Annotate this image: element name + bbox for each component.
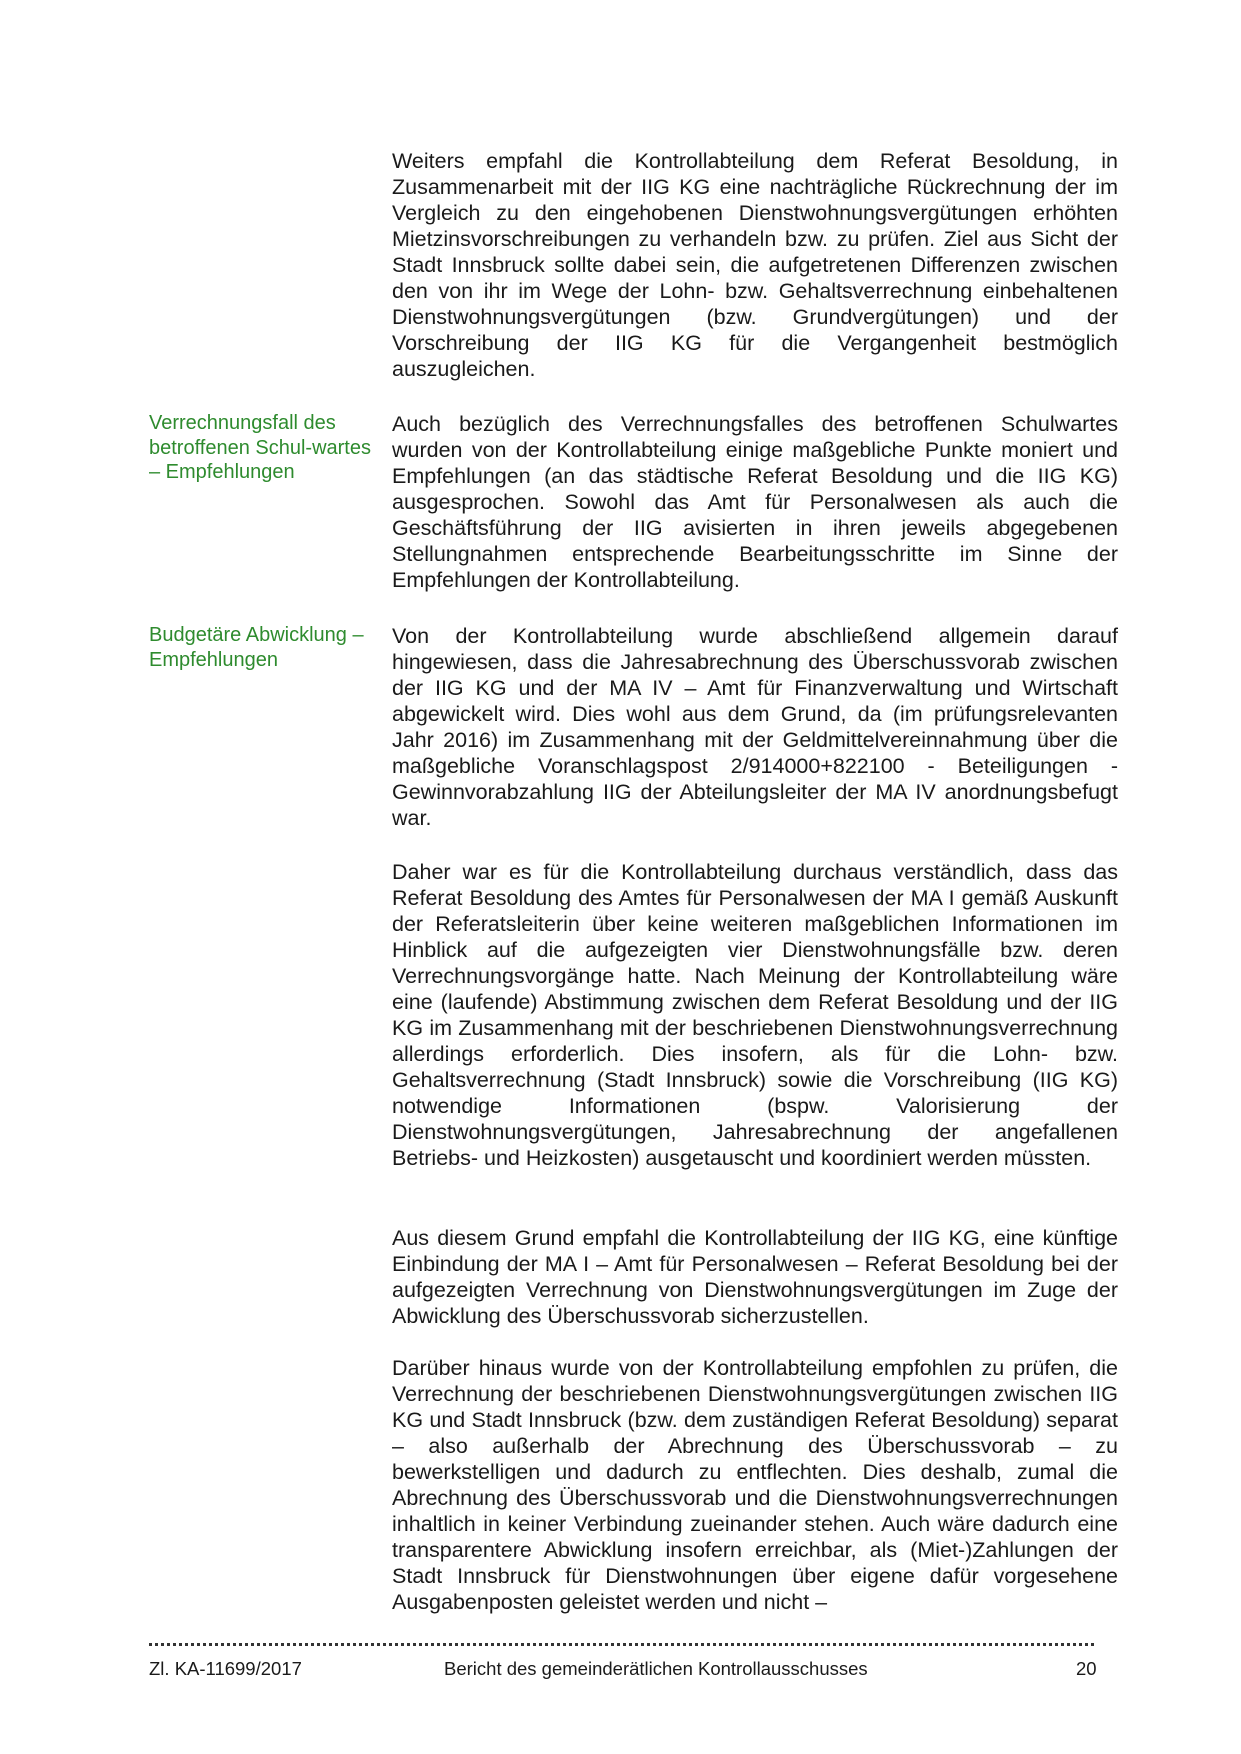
paragraph-jahresabrechnung: Von der Kontrollabteilung wurde abschließend allgemein darauf hingewiesen, dass die Jahresabrechnung des Überschussvorab zwischen der IIG KG und der MA IV – Amt für Finanzverwaltung und Wirtschaft abgewickelt wird. Dies wohl aus dem Grund, da (im prüfungsrelevanten Jahr 2016) im Zusammenhang mit der Geldmittelvereinnahmung über die maßgebliche Voranschlagspost 2/914000+822100 - Beteiligungen - Gewinnvorabzahlung IIG der Abteilungsleiter der MA IV anordnungsbefugt war. [392,624,1118,830]
footer-title: Bericht des gemeinderätlichen Kontrollausschusses [444,1658,868,1679]
paragraph-einbindung: Aus diesem Grund empfahl die Kontrollabteilung der IIG KG, eine künftige Einbindung der MA I – Amt für Personalwesen – Referat Besoldung bei der aufgezeigten Verrechnung von Dienstwohnungsvergütungen im Zuge der Abwicklung des Überschussvorab sicherzustellen. [392,1226,1118,1328]
page-number: 20 [1076,1658,1097,1679]
footer-divider [149,1643,1094,1646]
paragraph-schulwart: Auch bezüglich des Verrechnungsfalles des betroffenen Schulwartes wurden von der Kontrollabteilung einige maßgebliche Punkte moniert und Empfehlungen (an das städtische Referat Besoldung und die IIG KG) ausgesprochen. Sowohl das Amt für Personalwesen als auch die Geschäftsführung der IIG avisierten in ihren jeweils abgegebenen Stellungnahmen entsprechende Bearbeitungsschritte im Sinne der Empfehlungen der Kontrollabteilung. [392,412,1118,592]
paragraph-rueckrechnung: Weiters empfahl die Kontrollabteilung dem Referat Besoldung, in Zusammenarbeit mit der IIG KG eine nachträgliche Rückrechnung der im Vergleich zu den eingehobenen Dienstwohnungsvergütungen erhöhten Mietzinsvorschreibungen zu verhandeln bzw. zu prüfen. Ziel aus Sicht der Stadt Innsbruck sollte dabei sein, die aufgetretenen Differenzen zwischen den von ihr im Wege der Lohn- bzw. Gehaltsverrechnung einbehaltenen Dienstwohnungsvergütungen (bzw. Grundvergütungen) und der Vorschreibung der IIG KG für die Vergangenheit bestmöglich auszugleichen. [392,149,1118,381]
paragraph-referat-besoldung: Daher war es für die Kontrollabteilung durchaus verständlich, dass das Referat Besoldung des Amtes für Personalwesen der MA I gemäß Auskunft der Referatsleiterin über keine weiteren maßgeblichen Informationen im Hinblick auf die aufgezeigten vier Dienstwohnungsfälle bzw. deren Verrechnungsvorgänge hatte. Nach Meinung der Kontrollabteilung wäre eine (laufende) Abstimmung zwischen dem Referat Besoldung und der IIG KG im Zusammenhang mit der beschriebenen Dienstwohnungsverrechnung allerdings erforderlich. Dies insofern, als für die Lohn- bzw. Gehaltsverrechnung (Stadt Innsbruck) sowie die Vorschreibung (IIG KG) notwendige Informationen (bspw. Valorisierung der Dienstwohnungsvergütungen, Jahresabrechnung der angefallenen Betriebs- und Heizkosten) ausgetauscht und koordiniert werden müssten. [392,860,1118,1170]
paragraph-verrechnung-separat: Darüber hinaus wurde von der Kontrollabteilung empfohlen zu prüfen, die Verrechnung der beschriebenen Dienstwohnungsvergütungen zwischen IIG KG und Stadt Innsbruck (bzw. dem zuständigen Referat Besoldung) separat – also außerhalb der Abrechnung des Überschussvorab – zu bewerkstelligen und dadurch zu entflechten. Dies deshalb, zumal die Abrechnung des Überschussvorab und die Dienstwohnungsverrechnungen inhaltlich in keiner Verbindung zueinander stehen. Auch wäre dadurch eine transparentere Abwicklung insofern erreichbar, als (Miet-)Zahlungen der Stadt Innsbruck für Dienstwohnungen über eigene dafür vorgesehene Ausgabenposten geleistet werden und nicht – [392,1356,1118,1614]
footer-reference: Zl. KA-11699/2017 [149,1658,302,1679]
side-note-schulwart: Verrechnungsfall des betroffenen Schul-wartes – Empfehlungen [149,412,371,483]
side-note-budgetaere-abwicklung: Budgetäre Abwicklung – Empfehlungen [149,624,364,671]
